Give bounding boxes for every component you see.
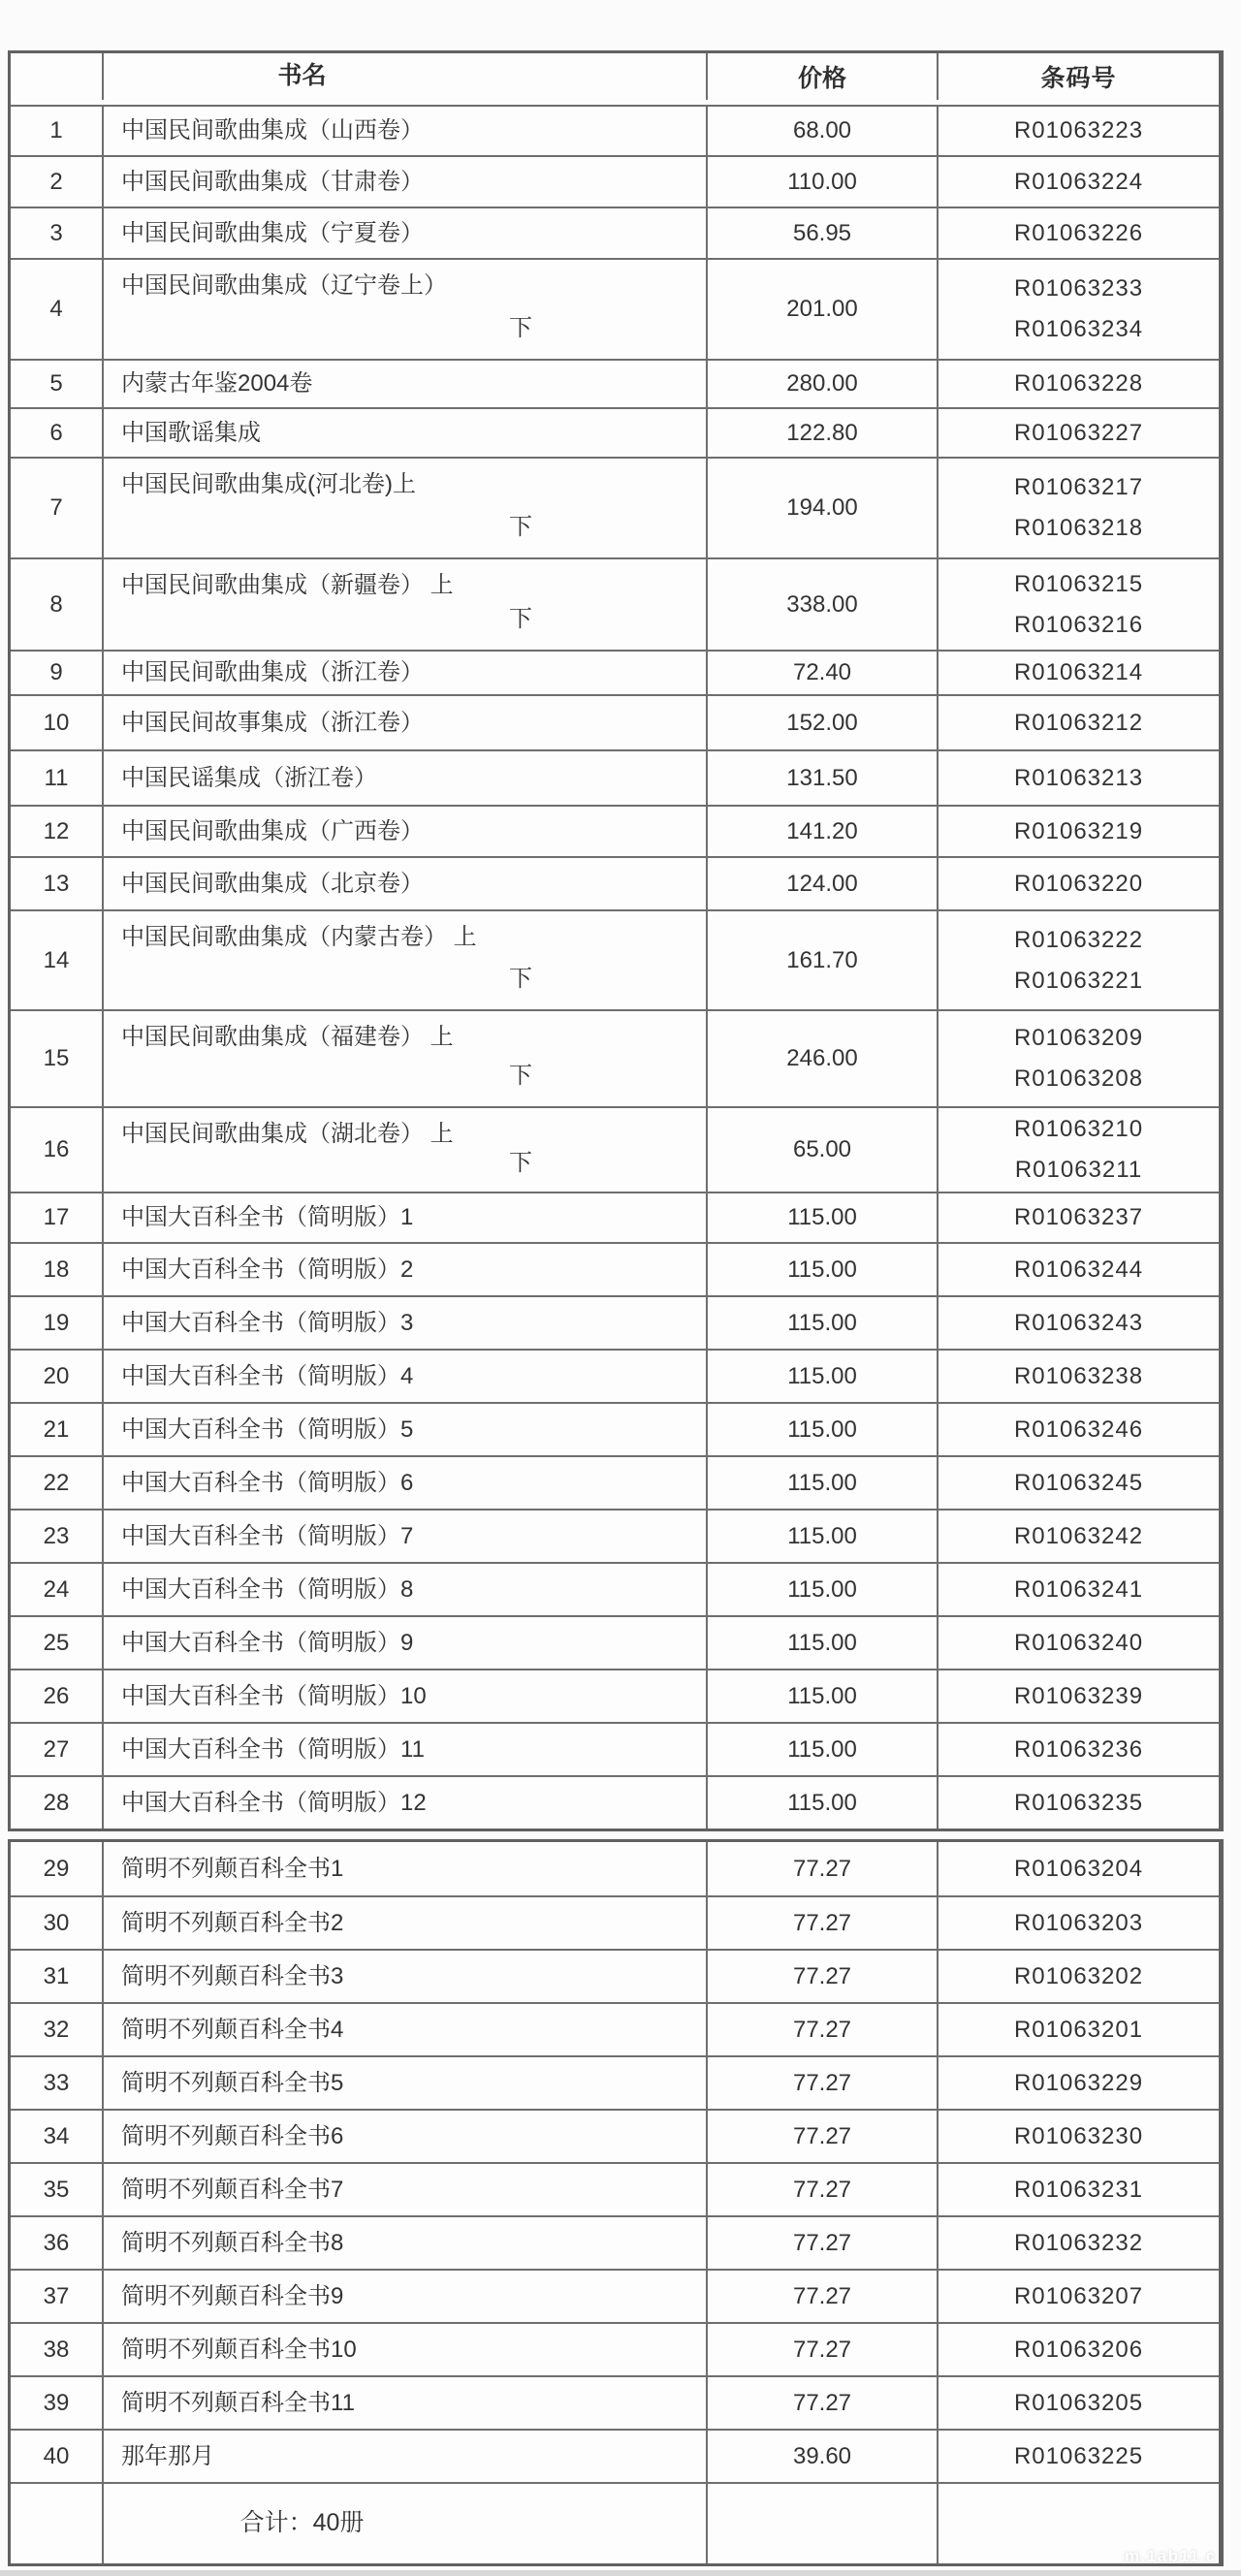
table-row-16 [11, 1106, 1219, 1192]
book-name-cell [104, 1108, 708, 1192]
price-cell: 141.20 [708, 807, 939, 856]
book-name-line1: 中国民间歌曲集成（辽宁卷上） [121, 272, 447, 299]
price-cell: 115.00 [708, 1511, 939, 1562]
book-name-cell: 简明不列颠百科全书4 [104, 2004, 708, 2055]
row-number-cell: 5 [11, 361, 104, 407]
barcode-cell [939, 107, 1219, 155]
table-header-row [11, 53, 1219, 100]
table-row-8 [11, 557, 1219, 650]
price-cell: 115.00 [708, 1564, 939, 1615]
row-number-cell: 33 [11, 2057, 104, 2109]
row-number-cell: 31 [11, 1951, 104, 2002]
barcode-cell [939, 2271, 1219, 2322]
barcode-value: R01063202 [1013, 1962, 1144, 1989]
book-name-cell: 中国民间歌曲集成（北京卷） [104, 858, 708, 909]
book-name-cell: 简明不列颠百科全书7 [104, 2164, 708, 2215]
barcode-value: R01063218 [1013, 515, 1144, 541]
barcode-value: R01063237 [1013, 1204, 1144, 1230]
barcode-value: R01063213 [1013, 764, 1144, 791]
barcode-cell [939, 1404, 1219, 1455]
book-name-line1: 中国民间歌曲集成(河北卷)上 [121, 471, 416, 497]
total-row [11, 2482, 1219, 2563]
book-name-cell: 中国大百科全书（简明版）3 [104, 1297, 708, 1349]
table-row-12 [11, 805, 1219, 856]
barcode-value: R01063240 [1013, 1629, 1144, 1656]
barcode-value: R01063212 [1013, 709, 1144, 736]
book-name-cell: 中国民间歌曲集成（浙江卷） [104, 652, 708, 694]
row-number-cell: 37 [11, 2271, 104, 2322]
row-number-cell: 38 [11, 2324, 104, 2375]
barcode-value: R01063246 [1013, 1415, 1144, 1443]
price-cell: 246.00 [708, 1011, 939, 1106]
barcode-value: R01063225 [1013, 2442, 1144, 2469]
barcode-cell [939, 1670, 1219, 1722]
row-number-cell: 22 [11, 1457, 104, 1509]
book-name-cell: 简明不列颠百科全书8 [104, 2217, 708, 2269]
header-barcode: 条码号 [1040, 65, 1117, 92]
book-name-cell: 中国大百科全书（简明版）5 [104, 1404, 708, 1455]
price-cell: 77.27 [708, 1842, 939, 1895]
barcode-value: R01063211 [1014, 1157, 1143, 1183]
barcode-value: R01063208 [1013, 1065, 1144, 1092]
price-cell: 124.00 [708, 858, 939, 909]
barcode-value: R01063238 [1013, 1362, 1144, 1389]
barcode-value: R01063227 [1013, 419, 1144, 446]
barcode-cell [939, 1617, 1219, 1669]
book-name-cell: 简明不列颠百科全书11 [104, 2377, 708, 2429]
table-row-22 [11, 1455, 1219, 1509]
barcode-cell [939, 911, 1219, 1009]
barcode-value: R01063221 [1013, 967, 1144, 994]
barcode-value: R01063230 [1013, 2122, 1144, 2149]
barcode-value: R01063242 [1013, 1522, 1144, 1549]
barcode-cell [939, 2431, 1219, 2482]
price-cell: 77.27 [708, 2324, 939, 2375]
barcode-value: R01063205 [1013, 2389, 1144, 2416]
book-name-cell: 简明不列颠百科全书10 [104, 2324, 708, 2375]
row-number-cell: 17 [11, 1193, 104, 1242]
barcode-value: R01063209 [1013, 1025, 1144, 1051]
barcode-cell [939, 1897, 1219, 1949]
price-cell: 194.00 [708, 459, 939, 557]
row-number-cell: 35 [11, 2164, 104, 2215]
row-number-cell: 19 [11, 1297, 104, 1349]
barcode-cell [939, 361, 1219, 407]
table-row-17 [11, 1192, 1219, 1242]
barcode-value: R01063236 [1013, 1735, 1144, 1763]
table-row-31 [11, 1949, 1219, 2002]
price-cell: 77.27 [708, 1951, 939, 2002]
barcode-cell [939, 2377, 1219, 2429]
price-cell: 77.27 [708, 2111, 939, 2162]
barcode-value: R01063207 [1013, 2282, 1144, 2309]
row-number-cell: 34 [11, 2111, 104, 2162]
barcode-value: R01063232 [1013, 2229, 1144, 2256]
table-row-2 [11, 155, 1219, 207]
book-name-cell: 中国民间故事集成（浙江卷） [104, 696, 708, 749]
table-row-21 [11, 1402, 1219, 1455]
row-number-cell: 10 [11, 696, 104, 749]
barcode-cell [939, 559, 1219, 650]
price-cell: 201.00 [708, 260, 939, 359]
book-name-cell: 简明不列颠百科全书9 [104, 2271, 708, 2322]
row-number-cell: 11 [11, 751, 104, 805]
row-number-cell: 9 [11, 652, 104, 694]
price-cell [708, 2484, 939, 2563]
row-number-cell: 15 [11, 1011, 104, 1106]
table-row-3 [11, 207, 1219, 258]
barcode-cell [939, 1564, 1219, 1615]
book-name-cell: 简明不列颠百科全书1 [104, 1842, 708, 1895]
price-cell: 122.80 [708, 409, 939, 457]
row-number-cell: 27 [11, 1724, 104, 1775]
book-name-cell: 中国大百科全书（简明版）11 [104, 1724, 708, 1775]
barcode-cell [939, 751, 1219, 805]
row-number-cell: 39 [11, 2377, 104, 2429]
row-number-cell: 29 [11, 1842, 104, 1895]
table-row-23 [11, 1509, 1219, 1562]
book-name-cell: 中国大百科全书（简明版）10 [104, 1670, 708, 1722]
price-cell: 338.00 [708, 559, 939, 650]
book-name-line2: 下 [509, 315, 532, 341]
row-number-cell: 24 [11, 1564, 104, 1615]
barcode-value: R01063216 [1013, 611, 1144, 638]
row-number-cell: 3 [11, 208, 104, 258]
book-name-line1: 中国民间歌曲集成（内蒙古卷） 上 [121, 924, 477, 950]
book-name-cell: 中国民间歌曲集成（山西卷） [104, 107, 708, 155]
row-number-cell: 40 [11, 2431, 104, 2482]
barcode-value: R01063201 [1013, 2016, 1144, 2043]
barcode-value: R01063229 [1013, 2069, 1144, 2096]
barcode-value: R01063223 [1013, 117, 1144, 143]
price-cell: 115.00 [708, 1351, 939, 1402]
price-cell: 115.00 [708, 1617, 939, 1669]
header-index-cell [11, 53, 104, 100]
table-body-1 [11, 105, 1219, 1829]
table-row-1 [11, 105, 1219, 155]
book-table-page-2 [8, 1839, 1224, 2566]
total-label: 合计：40册 [104, 2484, 708, 2563]
book-name-cell: 中国大百科全书（简明版）2 [104, 1244, 708, 1295]
barcode-value: R01063235 [1013, 1789, 1144, 1816]
table-row-35 [11, 2162, 1219, 2215]
book-name-cell [104, 559, 708, 650]
barcode-cell [939, 2111, 1219, 2162]
barcode-value: R01063222 [1013, 926, 1144, 953]
book-name-cell: 中国民间歌曲集成（甘肃卷） [104, 157, 708, 207]
barcode-cell [939, 2164, 1219, 2215]
price-cell: 115.00 [708, 1244, 939, 1295]
row-number-cell: 8 [11, 559, 104, 650]
book-name-cell: 中国大百科全书（简明版）7 [104, 1511, 708, 1562]
barcode-value: R01063228 [1013, 370, 1144, 397]
book-name-cell: 简明不列颠百科全书2 [104, 1897, 708, 1949]
barcode-cell [939, 1511, 1219, 1562]
table-row-19 [11, 1295, 1219, 1349]
barcode-cell [939, 459, 1219, 557]
table-row-20 [11, 1349, 1219, 1402]
price-cell: 161.70 [708, 911, 939, 1009]
price-cell: 65.00 [708, 1108, 939, 1192]
price-cell: 77.27 [708, 2271, 939, 2322]
table-row-5 [11, 359, 1219, 407]
book-name-cell [104, 1011, 708, 1106]
price-cell: 77.27 [708, 2057, 939, 2109]
row-number-cell: 28 [11, 1777, 104, 1829]
table-row-39 [11, 2375, 1219, 2429]
barcode-value: R01063215 [1013, 570, 1144, 597]
barcode-cell [939, 858, 1219, 909]
price-cell: 77.27 [708, 2217, 939, 2269]
price-cell: 115.00 [708, 1404, 939, 1455]
barcode-value: R01063204 [1013, 1855, 1144, 1882]
row-number-cell: 6 [11, 409, 104, 457]
book-name-cell: 中国民间歌曲集成（广西卷） [104, 807, 708, 856]
book-name-line1: 中国民间歌曲集成（湖北卷） 上 [121, 1121, 454, 1147]
book-name-line2: 下 [509, 1063, 532, 1089]
book-name-cell: 简明不列颠百科全书3 [104, 1951, 708, 2002]
table-row-6 [11, 407, 1219, 457]
barcode-value: R01063214 [1013, 659, 1144, 685]
price-cell: 280.00 [708, 361, 939, 407]
row-number-cell: 32 [11, 2004, 104, 2055]
book-name-line1: 中国民间歌曲集成（福建卷） 上 [121, 1024, 454, 1050]
table-row-27 [11, 1722, 1219, 1775]
table-row-38 [11, 2322, 1219, 2375]
barcode-value: R01063203 [1013, 1909, 1144, 1936]
barcode-cell [939, 2004, 1219, 2055]
photo-edge-strip [0, 2570, 1241, 2576]
barcode-value: R01063220 [1013, 870, 1144, 897]
row-number-cell: 12 [11, 807, 104, 856]
table-row-37 [11, 2269, 1219, 2322]
row-number-cell: 23 [11, 1511, 104, 1562]
row-number-cell: 7 [11, 459, 104, 557]
barcode-cell [939, 652, 1219, 694]
barcode-cell [939, 409, 1219, 457]
table-row-7 [11, 457, 1219, 557]
row-number-cell: 2 [11, 157, 104, 207]
header-book-name: 书名 [104, 53, 708, 100]
barcode-value: R01063231 [1013, 2176, 1144, 2203]
barcode-value: R01063217 [1013, 474, 1144, 500]
price-cell: 115.00 [708, 1193, 939, 1242]
book-table-page-1 [8, 50, 1224, 1831]
price-cell: 77.27 [708, 2377, 939, 2429]
book-name-line2: 下 [509, 514, 532, 540]
book-name-line1: 中国民间歌曲集成（新疆卷） 上 [121, 572, 454, 598]
row-number-cell: 36 [11, 2217, 104, 2269]
price-cell: 110.00 [708, 157, 939, 207]
barcode-cell [939, 208, 1219, 258]
barcode-cell [939, 2324, 1219, 2375]
barcode-cell [939, 2217, 1219, 2269]
price-cell: 115.00 [708, 1297, 939, 1349]
barcode-cell [939, 1951, 1219, 2002]
barcode-cell [939, 1457, 1219, 1509]
row-number-cell: 16 [11, 1108, 104, 1192]
barcode-cell [939, 1193, 1219, 1242]
barcode-value: R01063241 [1013, 1575, 1144, 1603]
price-cell: 115.00 [708, 1670, 939, 1722]
table-row-24 [11, 1562, 1219, 1615]
table-row-30 [11, 1895, 1219, 1949]
book-name-cell: 中国大百科全书（简明版）4 [104, 1351, 708, 1402]
price-cell: 115.00 [708, 1457, 939, 1509]
barcode-cell [939, 1842, 1219, 1895]
barcode-value: R01063234 [1013, 316, 1144, 342]
barcode-cell [939, 1297, 1219, 1349]
book-name-line2: 下 [509, 966, 532, 992]
table-row-18 [11, 1242, 1219, 1295]
book-name-cell: 中国大百科全书（简明版）6 [104, 1457, 708, 1509]
table-row-13 [11, 856, 1219, 909]
price-cell: 77.27 [708, 1897, 939, 1949]
barcode-cell [939, 1108, 1219, 1192]
barcode-value: R01063210 [1013, 1116, 1144, 1142]
book-name-cell: 中国大百科全书（简明版）8 [104, 1564, 708, 1615]
price-cell: 152.00 [708, 696, 939, 749]
row-number-cell: 4 [11, 260, 104, 359]
book-name-cell: 简明不列颠百科全书5 [104, 2057, 708, 2109]
barcode-cell [939, 1351, 1219, 1402]
barcode-cell [939, 157, 1219, 207]
book-name-cell: 中国大百科全书（简明版）1 [104, 1193, 708, 1242]
table-row-40 [11, 2429, 1219, 2482]
table-row-11 [11, 749, 1219, 805]
book-name-line2: 下 [509, 606, 532, 632]
row-number-cell: 20 [11, 1351, 104, 1402]
table-row-33 [11, 2055, 1219, 2109]
price-cell: 72.40 [708, 652, 939, 694]
barcode-cell [939, 260, 1219, 359]
price-cell: 39.60 [708, 2431, 939, 2482]
barcode-value: R01063243 [1013, 1309, 1144, 1336]
price-cell: 115.00 [708, 1777, 939, 1829]
barcode-value: R01063245 [1013, 1469, 1144, 1496]
book-name-cell: 中国大百科全书（简明版）9 [104, 1617, 708, 1669]
table-row-34 [11, 2109, 1219, 2162]
table-row-4 [11, 258, 1219, 359]
table-body-2 [11, 1842, 1219, 2482]
barcode-value: R01063206 [1013, 2336, 1144, 2363]
table-row-32 [11, 2002, 1219, 2055]
row-number-cell: 26 [11, 1670, 104, 1722]
row-number-cell: 21 [11, 1404, 104, 1455]
table-row-29 [11, 1842, 1219, 1895]
price-cell: 131.50 [708, 751, 939, 805]
book-name-cell [104, 459, 708, 557]
barcode-cell [939, 807, 1219, 856]
row-number-cell: 25 [11, 1617, 104, 1669]
watermark: m.1ab11.c [1125, 2547, 1217, 2565]
barcode-value: R01063233 [1013, 275, 1144, 302]
table-row-26 [11, 1669, 1219, 1722]
barcode-cell [939, 1244, 1219, 1295]
barcode-value: R01063224 [1013, 168, 1144, 195]
barcode-value: R01063239 [1013, 1682, 1144, 1709]
book-name-cell [104, 911, 708, 1009]
price-cell: 77.27 [708, 2164, 939, 2215]
price-cell: 68.00 [708, 107, 939, 155]
barcode-value: R01063244 [1013, 1256, 1144, 1283]
barcode-cell [939, 1777, 1219, 1829]
row-number-cell [11, 2484, 104, 2563]
table-row-25 [11, 1615, 1219, 1669]
table-row-9 [11, 650, 1219, 694]
barcode-value: R01063219 [1013, 817, 1144, 844]
book-name-line2: 下 [509, 1150, 532, 1176]
book-name-cell: 内蒙古年鉴2004卷 [104, 361, 708, 407]
price-cell: 56.95 [708, 208, 939, 258]
header-price: 价格 [708, 53, 939, 100]
book-name-cell [104, 260, 708, 359]
barcode-cell [939, 2057, 1219, 2109]
row-number-cell: 18 [11, 1244, 104, 1295]
row-number-cell: 14 [11, 911, 104, 1009]
price-cell: 115.00 [708, 1724, 939, 1775]
table-row-15 [11, 1009, 1219, 1106]
barcode-cell [939, 696, 1219, 749]
row-number-cell: 30 [11, 1897, 104, 1949]
book-name-cell: 那年那月 [104, 2431, 708, 2482]
table-row-36 [11, 2215, 1219, 2269]
row-number-cell: 13 [11, 858, 104, 909]
book-name-cell: 中国歌谣集成 [104, 409, 708, 457]
book-name-cell: 中国民谣集成（浙江卷） [104, 751, 708, 805]
price-cell: 77.27 [708, 2004, 939, 2055]
table-row-14 [11, 909, 1219, 1009]
book-name-cell: 中国大百科全书（简明版）12 [104, 1777, 708, 1829]
barcode-value: R01063226 [1013, 219, 1144, 246]
table-row-28 [11, 1775, 1219, 1829]
barcode-cell [939, 1724, 1219, 1775]
book-name-cell: 中国民间歌曲集成（宁夏卷） [104, 208, 708, 258]
table-row-10 [11, 694, 1219, 749]
book-name-cell: 简明不列颠百科全书6 [104, 2111, 708, 2162]
barcode-cell [939, 1011, 1219, 1106]
row-number-cell: 1 [11, 107, 104, 155]
